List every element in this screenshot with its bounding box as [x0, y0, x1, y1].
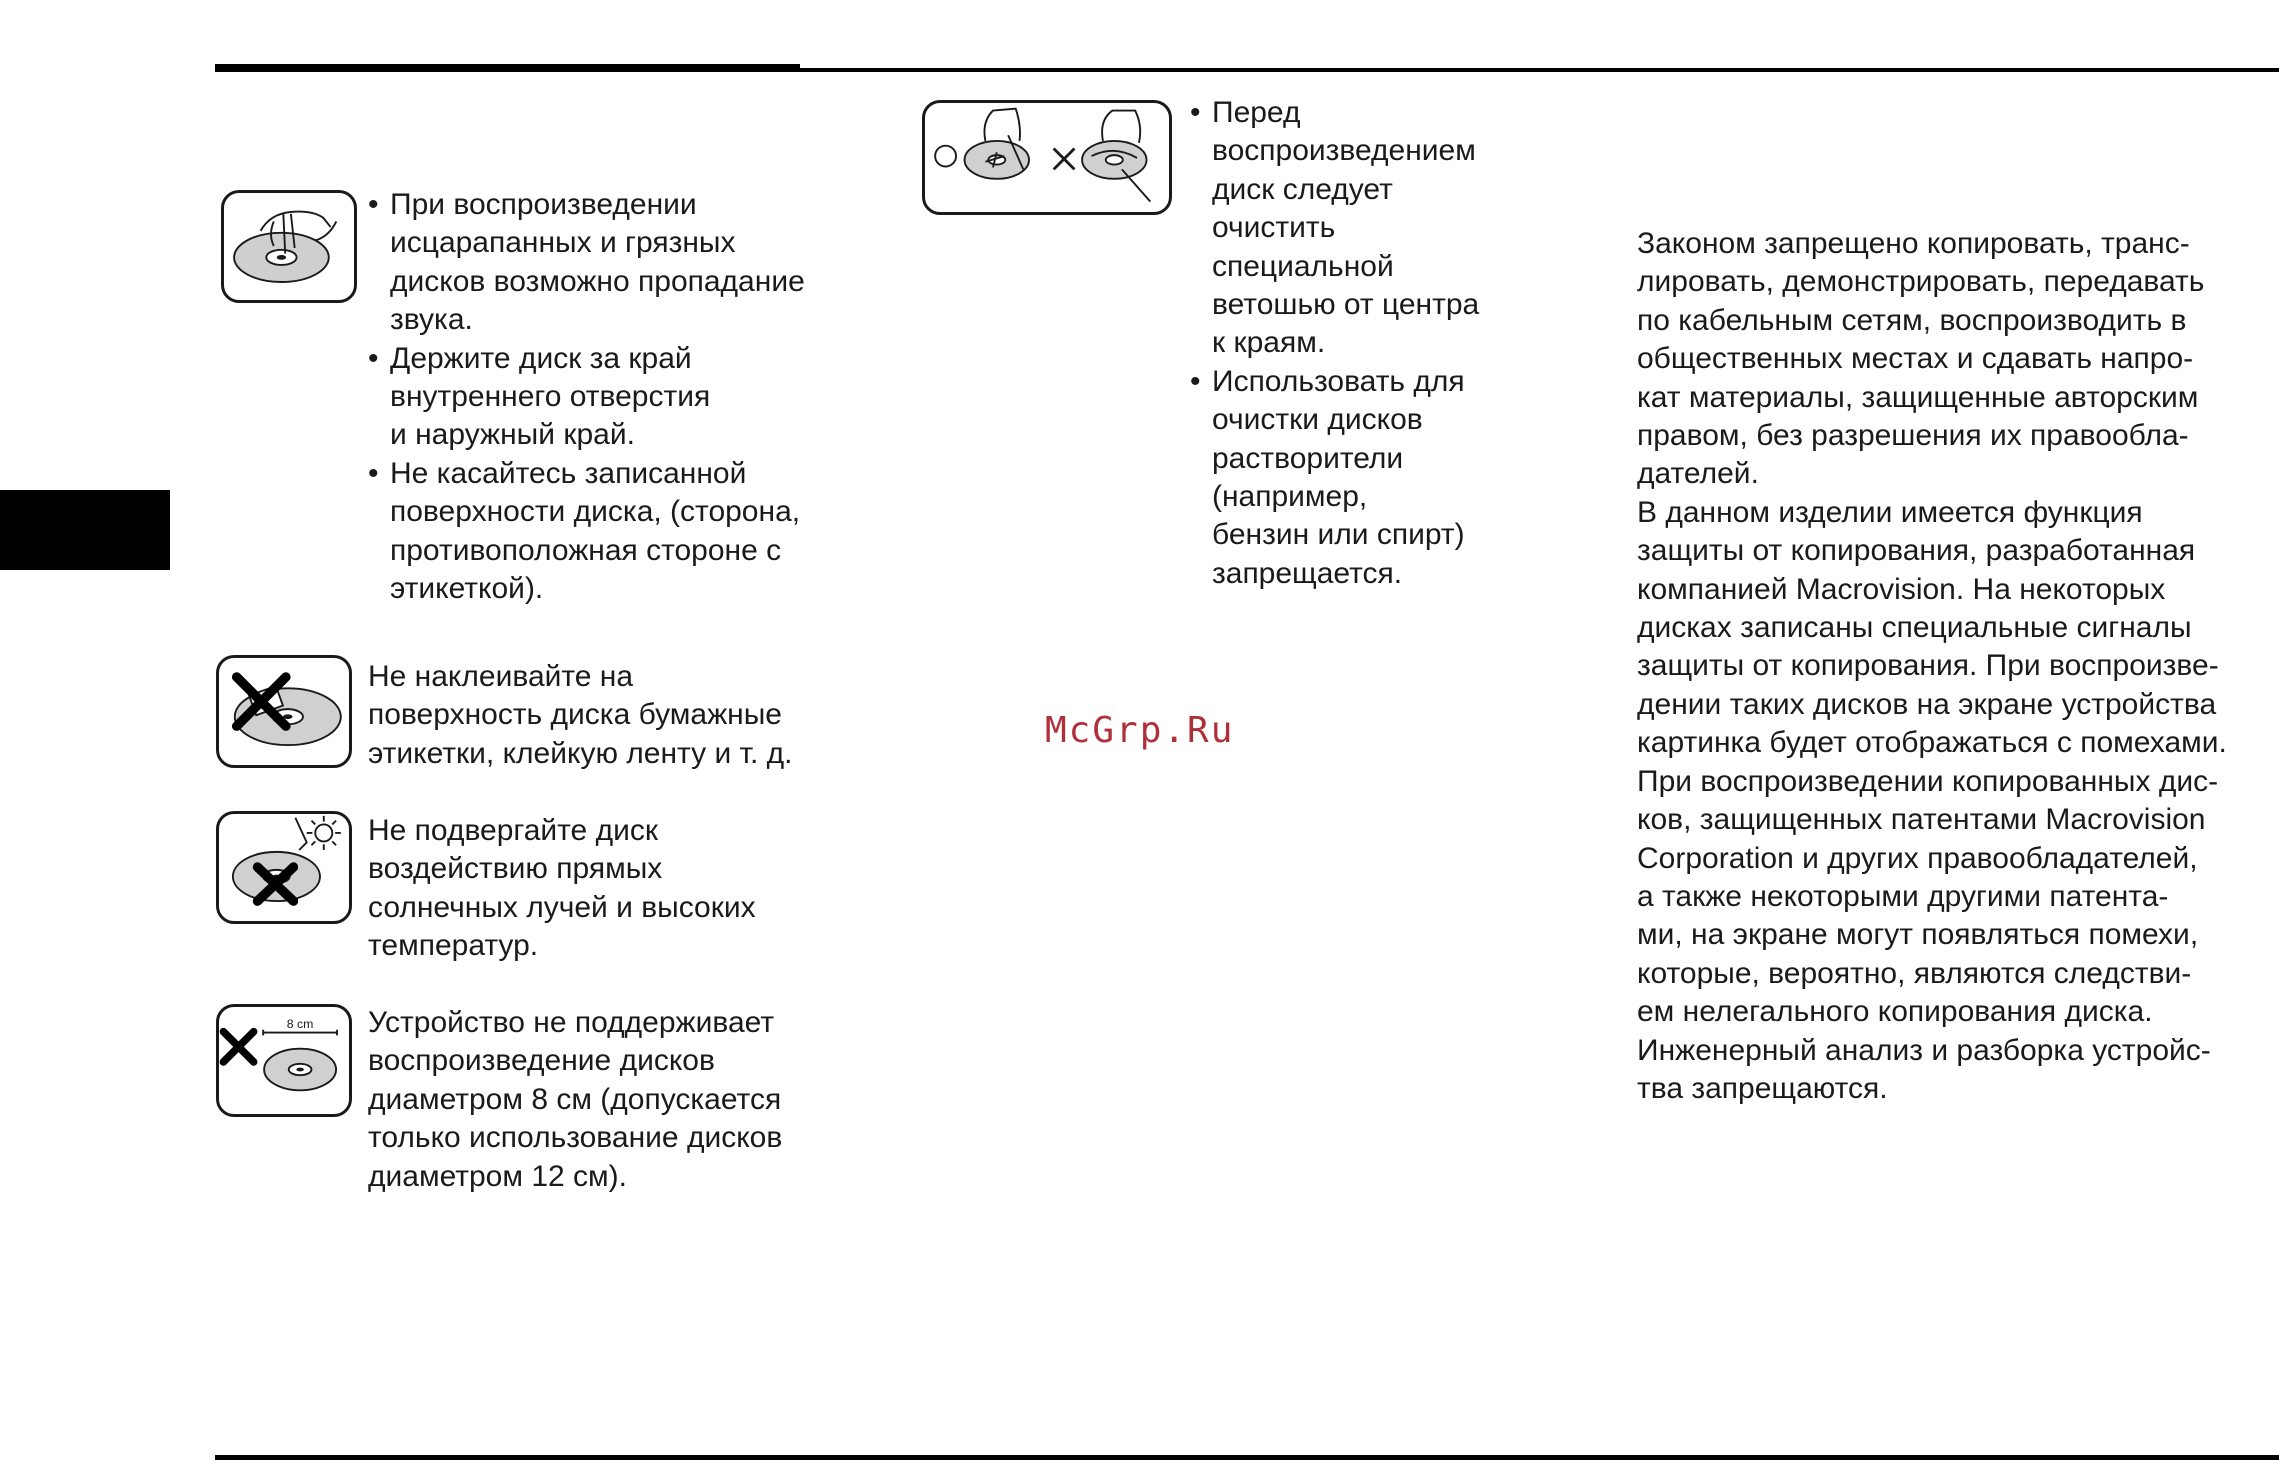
copyright-notice: Законом запрещено копировать, транс- лировать, демонстрировать, передавать по кабельным сетям, воспроизводить в общественных местах и сдавать напро- кат материалы, защищенные авторским правом, без разрешения их правообла- дателей. В данном изделии имеется функция защиты от копирования, разработанная компанией Macrovision. На некоторых дисках записаны специальные сигналы защиты от копирования. При воспроизве- дении таких дисков на экране устройства картинка будет отображаться с помехами. При воспроизведении копированных дис- ков, защищенных патентами Macrovision Corporation и других правообладателей, а также некоторыми другими патента- ми, на экране могут появляться помехи, которые, вероятно, являются следстви- ем нелегального копирования диска. Инженерный анализ и разборка устройс- тва запрещаются. [1637, 227, 2227, 1105]
bullet-item: • Использовать для очистки дисков растворители (например, бензин или спирт) запрещается. [1190, 363, 1479, 593]
no-8cm-disc-icon [216, 1004, 352, 1117]
disc-size-label: 8 cm [286, 1016, 314, 1031]
bullet-item: • Не касайтесь записанной поверхности диска, (сторона, противоположная стороне с этикеткой). [368, 455, 805, 609]
disc-cleaning-bullets [1190, 94, 1479, 593]
header-rule-thick [215, 64, 800, 72]
watermark-text: McGrp.Ru [1045, 710, 1235, 751]
disc-handling-bullets [368, 186, 805, 608]
hand-holding-disc-icon [221, 190, 357, 303]
no-stickers-on-disc-icon [216, 655, 352, 768]
bullet-item: • При воспроизведении исцарапанных и грязных дисков возможно пропадание звука. [368, 186, 805, 340]
footer-rule [215, 1455, 2279, 1460]
bullet-item: • Перед воспроизведением диск следует очистить специальной ветошью от центра к краям. [1190, 94, 1479, 363]
no-direct-sunlight-icon [216, 811, 352, 924]
header-rule-thin [800, 68, 2279, 72]
disc-cleaning-direction-icon [922, 100, 1172, 215]
bullet-item: • Держите диск за край внутреннего отверстия и наружный край. [368, 340, 805, 455]
no-sunlight-text: Не подвергайте диск воздействию прямых солнечных лучей и высоких температур. [368, 814, 756, 963]
chapter-tab-marker [0, 490, 170, 570]
disc-size-text: Устройство не поддерживает воспроизведение дисков диаметром 8 см (допускается только использование дисков диаметром 12 см). [368, 1006, 783, 1193]
no-stickers-text: Не наклеивайте на поверхность диска бумажные этикетки, клейкую ленту и т. д. [368, 660, 793, 770]
